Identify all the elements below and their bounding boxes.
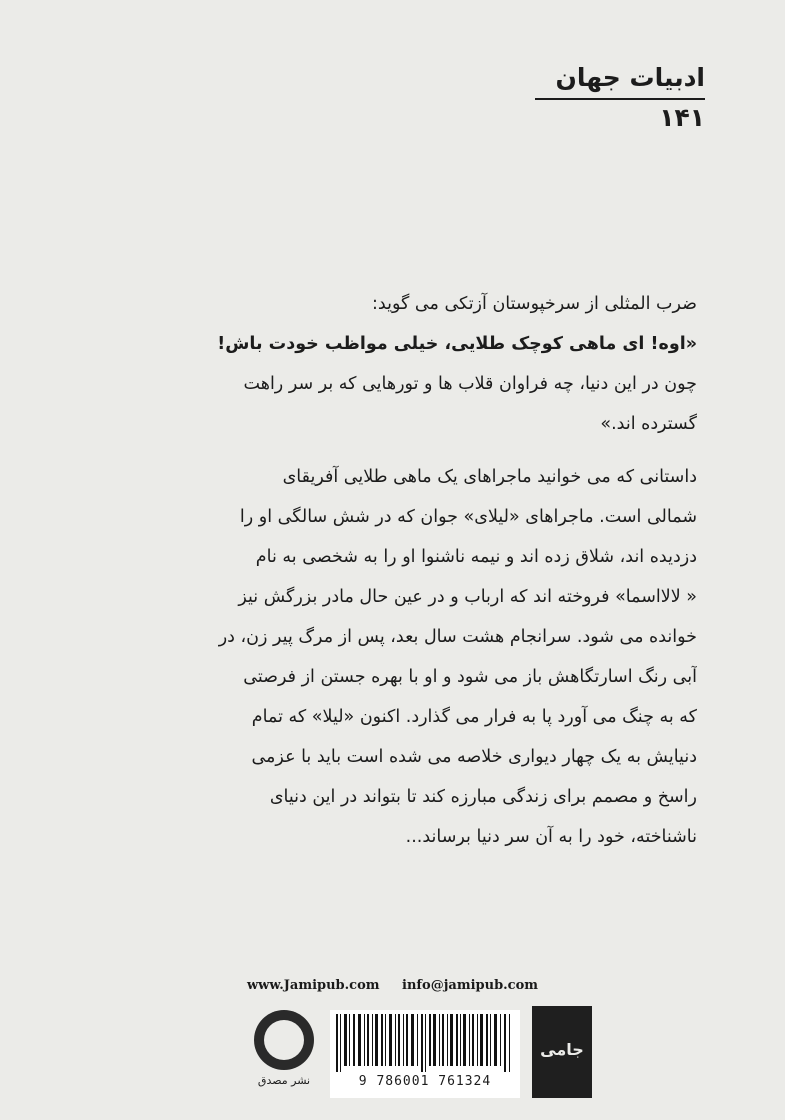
paragraph-line: ناشناخته، خود را به آن سر دنیا برساند...	[405, 827, 697, 847]
website-link[interactable]: www.Jamipub.com	[246, 978, 380, 993]
seal-text: نشر مصدق	[257, 1074, 311, 1087]
logo-text: جامی	[540, 1040, 584, 1059]
barcode-bars-icon	[334, 1014, 516, 1072]
series-title: ادبیات جهان	[535, 62, 705, 100]
paragraph-line: شمالی است. ماجراهای «لیلای» جوان که در شش سالگی او را	[239, 507, 697, 527]
quote-line: چون در این دنیا، چه فراوان قلاب ها و تورهایی که بر سر راهت	[243, 374, 697, 394]
paragraph-line: دزدیده اند، شلاق زده اند و نیمه ناشنوا او را به شخصی به نام	[255, 547, 697, 567]
contact-line	[0, 978, 785, 993]
paragraph-gap	[88, 444, 697, 457]
series-number: ۱۴۱	[659, 103, 705, 132]
quote-line: «اوه! ای ماهی کوچک طلایی، خیلی مواظب خودت باش!	[217, 334, 697, 354]
series-header	[535, 62, 705, 134]
isbn-number: 9 786001 761324	[358, 1074, 492, 1089]
paragraph-line: خوانده می شود. سرانجام هشت سال بعد، پس از مرگ پیر زن، در	[218, 627, 697, 647]
barcode	[330, 1010, 520, 1098]
paragraph-line: راسخ و مصمم برای زندگی مبارزه کند تا بتواند در این دنیای	[269, 787, 697, 807]
publisher-seal-icon	[254, 1010, 314, 1070]
paragraph-line: دنیایش به یک چهار دیواری خلاصه می شده است باید با عزمی	[251, 747, 697, 767]
quote-line: گسترده اند.»	[600, 414, 697, 434]
intro-line: ضرب المثلی از سرخپوستان آزتکی می گوید:	[372, 294, 697, 314]
back-cover-text	[88, 284, 697, 857]
paragraph-line: که به چنگ می آورد پا به فرار می گذارد. اکنون «لیلا» که تمام	[251, 707, 697, 727]
email-link[interactable]: info@jamipub.com	[402, 978, 539, 993]
paragraph-line: داستانی که می خوانید ماجراهای یک ماهی طلایی آفریقای	[282, 467, 697, 487]
publisher-logo	[532, 1006, 592, 1098]
footer	[0, 1006, 785, 1096]
paragraph-line: آبی رنگ اسارتگاهش باز می شود و او با بهره جستن از فرصتی	[243, 667, 697, 687]
seal-inner	[264, 1020, 304, 1060]
paragraph-line: « لالااسما» فروخته اند که ارباب و در عین حال مادر بزرگش نیز	[238, 587, 697, 607]
